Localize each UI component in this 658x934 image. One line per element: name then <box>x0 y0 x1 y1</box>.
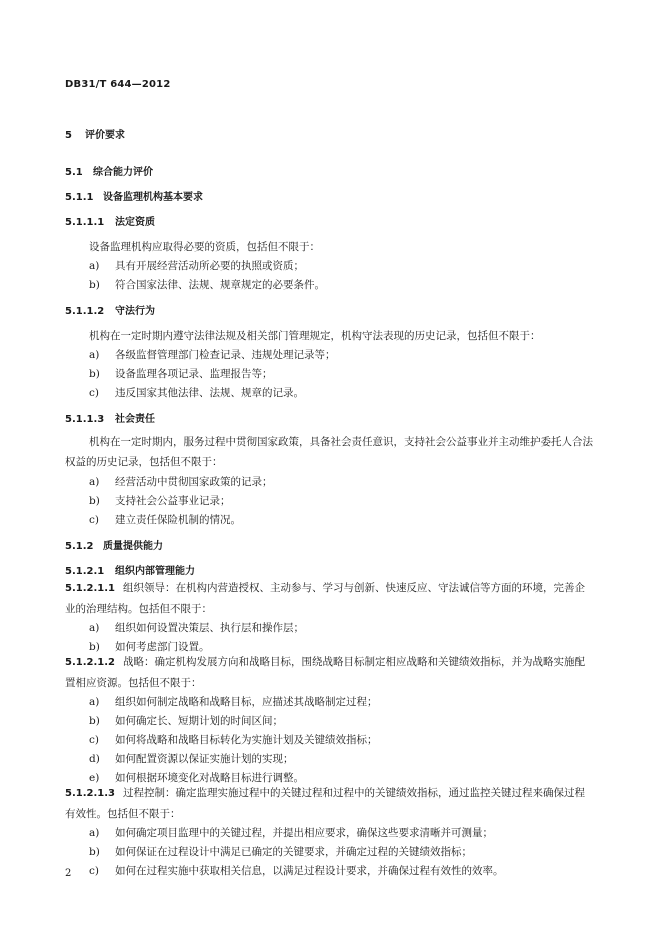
heading-title: 综合能力评价 <box>93 167 153 178</box>
list-marker: c) <box>89 387 99 399</box>
heading-number: 5.1 <box>65 167 83 178</box>
heading-5 <box>65 126 125 141</box>
list-marker: b) <box>89 715 100 727</box>
list-text: 如何保证在过程设计中满足已确定的关键要求，并确定过程的关键绩效指标； <box>115 846 472 858</box>
paragraph: 设备监理机构应取得必要的资质，包括但不限于： <box>89 241 320 253</box>
heading-title: 社会责任 <box>115 414 155 425</box>
list-item <box>89 474 273 489</box>
list-item <box>89 751 294 766</box>
list-item <box>89 258 304 273</box>
list-marker: a) <box>89 476 100 488</box>
heading-5-1-2 <box>65 537 163 552</box>
list-item <box>89 863 504 878</box>
heading-number: 5.1.2.1 <box>65 566 105 577</box>
heading-title: 设备监理机构基本要求 <box>103 192 203 203</box>
list-marker: c) <box>89 865 99 877</box>
list-item <box>89 366 273 381</box>
list-text: 违反国家其他法律、法规、规章的记录。 <box>115 387 304 399</box>
heading-number: 5.1.1 <box>65 192 94 203</box>
list-text: 如何确定项目监理中的关键过程，并提出相应要求，确保这些要求清晰并可测量； <box>115 827 493 839</box>
clause-number: 5.1.2.1.1 <box>65 583 115 594</box>
paragraph: 机构在一定时期内遵守法律法规及相关部门管理规定，机构守法表现的历史记录，包括但不限于： <box>89 330 541 342</box>
list-marker: c) <box>89 514 99 526</box>
list-item <box>89 512 241 527</box>
heading-5-1-1-1 <box>65 213 155 228</box>
page-number: 2 <box>65 868 72 879</box>
heading-title: 评价要求 <box>85 130 125 141</box>
list-marker: b) <box>89 641 100 653</box>
heading-number: 5.1.1.1 <box>65 217 105 228</box>
list-marker: b) <box>89 279 100 291</box>
heading-number: 5 <box>65 130 72 141</box>
clause-number: 5.1.2.1.3 <box>65 788 115 799</box>
list-marker: a) <box>89 622 100 634</box>
list-item <box>89 844 472 859</box>
list-item <box>89 347 336 362</box>
list-marker: a) <box>89 827 100 839</box>
list-text: 组织如何设置决策层、执行层和操作层； <box>115 622 304 634</box>
list-marker: d) <box>89 753 100 765</box>
list-text: 如何确定长、短期计划的时间区间； <box>115 715 283 727</box>
list-item <box>89 694 378 709</box>
heading-title: 守法行为 <box>115 306 155 317</box>
list-text: 如何考虑部门设置。 <box>115 641 210 653</box>
list-marker: b) <box>89 368 100 380</box>
heading-number: 5.1.1.2 <box>65 306 105 317</box>
list-marker: a) <box>89 260 100 272</box>
list-text: 组织如何制定战略和战略目标，应描述其战略制定过程； <box>115 696 378 708</box>
list-text: 如何根据环境变化对战略目标进行调整。 <box>115 772 304 784</box>
list-marker: a) <box>89 696 100 708</box>
heading-5-1-1 <box>65 188 203 203</box>
list-text: 具有开展经营活动所必要的执照或资质； <box>115 260 304 272</box>
clause-text: 战略：确定机构发展方向和战略目标，围绕战略目标制定相应战略和关键绩效指标，并为战略实施配置相应资源。包括但不限于： <box>65 656 585 689</box>
heading-title: 组织内部管理能力 <box>115 566 195 577</box>
list-item <box>89 385 304 400</box>
heading-5-1-2-1 <box>65 562 195 577</box>
list-marker: b) <box>89 495 100 507</box>
heading-title: 质量提供能力 <box>103 541 163 552</box>
list-text: 支持社会公益事业记录； <box>115 495 231 507</box>
list-marker: c) <box>89 734 99 746</box>
list-text: 如何将战略和战略目标转化为实施计划及关键绩效指标； <box>115 734 378 746</box>
heading-5-1-1-3 <box>65 410 155 425</box>
list-item <box>89 825 493 840</box>
heading-title: 法定资质 <box>115 217 155 228</box>
list-item <box>89 732 378 747</box>
list-text: 符合国家法律、法规、规章规定的必要条件。 <box>115 279 325 291</box>
list-marker: a) <box>89 349 100 361</box>
list-item <box>89 620 304 635</box>
heading-number: 5.1.2 <box>65 541 94 552</box>
paragraph: 机构在一定时期内，服务过程中贯彻国家政策，具备社会责任意识，支持社会公益事业并主动维护委托人合法权益的历史记录，包括但不限于： <box>65 436 593 468</box>
list-text: 各级监督管理部门检查记录、违规处理记录等； <box>115 349 336 361</box>
list-text: 如何在过程实施中获取相关信息，以满足过程设计要求，并确保过程有效性的效率。 <box>115 865 504 877</box>
clause-5-1-2-1-1 <box>65 578 595 619</box>
list-item <box>89 713 283 728</box>
list-text: 如何配置资源以保证实施计划的实现； <box>115 753 294 765</box>
heading-5-1 <box>65 163 153 178</box>
list-text: 经营活动中贯彻国家政策的记录； <box>115 476 273 488</box>
list-text: 建立责任保险机制的情况。 <box>115 514 241 526</box>
list-item <box>89 493 231 508</box>
clause-5-1-2-1-3 <box>65 783 595 824</box>
clause-5-1-2-1-2 <box>65 652 595 693</box>
list-marker: b) <box>89 846 100 858</box>
list-marker: e) <box>89 772 100 784</box>
standard-code-header: DB31/T 644—2012 <box>65 79 171 90</box>
heading-number: 5.1.1.3 <box>65 414 105 425</box>
list-text: 设备监理各项记录、监理报告等； <box>115 368 273 380</box>
list-item <box>89 277 325 292</box>
clause-number: 5.1.2.1.2 <box>65 657 115 668</box>
clause-text: 过程控制：确定监理实施过程中的关键过程和过程中的关键绩效指标，通过监控关键过程来确保过程有效性。包括但不限于： <box>65 787 585 820</box>
heading-5-1-1-2 <box>65 302 155 317</box>
clause-text: 组织领导：在机构内营造授权、主动参与、学习与创新、快速反应、守法诚信等方面的环境，完善企业的治理结构。包括但不限于： <box>65 582 585 615</box>
